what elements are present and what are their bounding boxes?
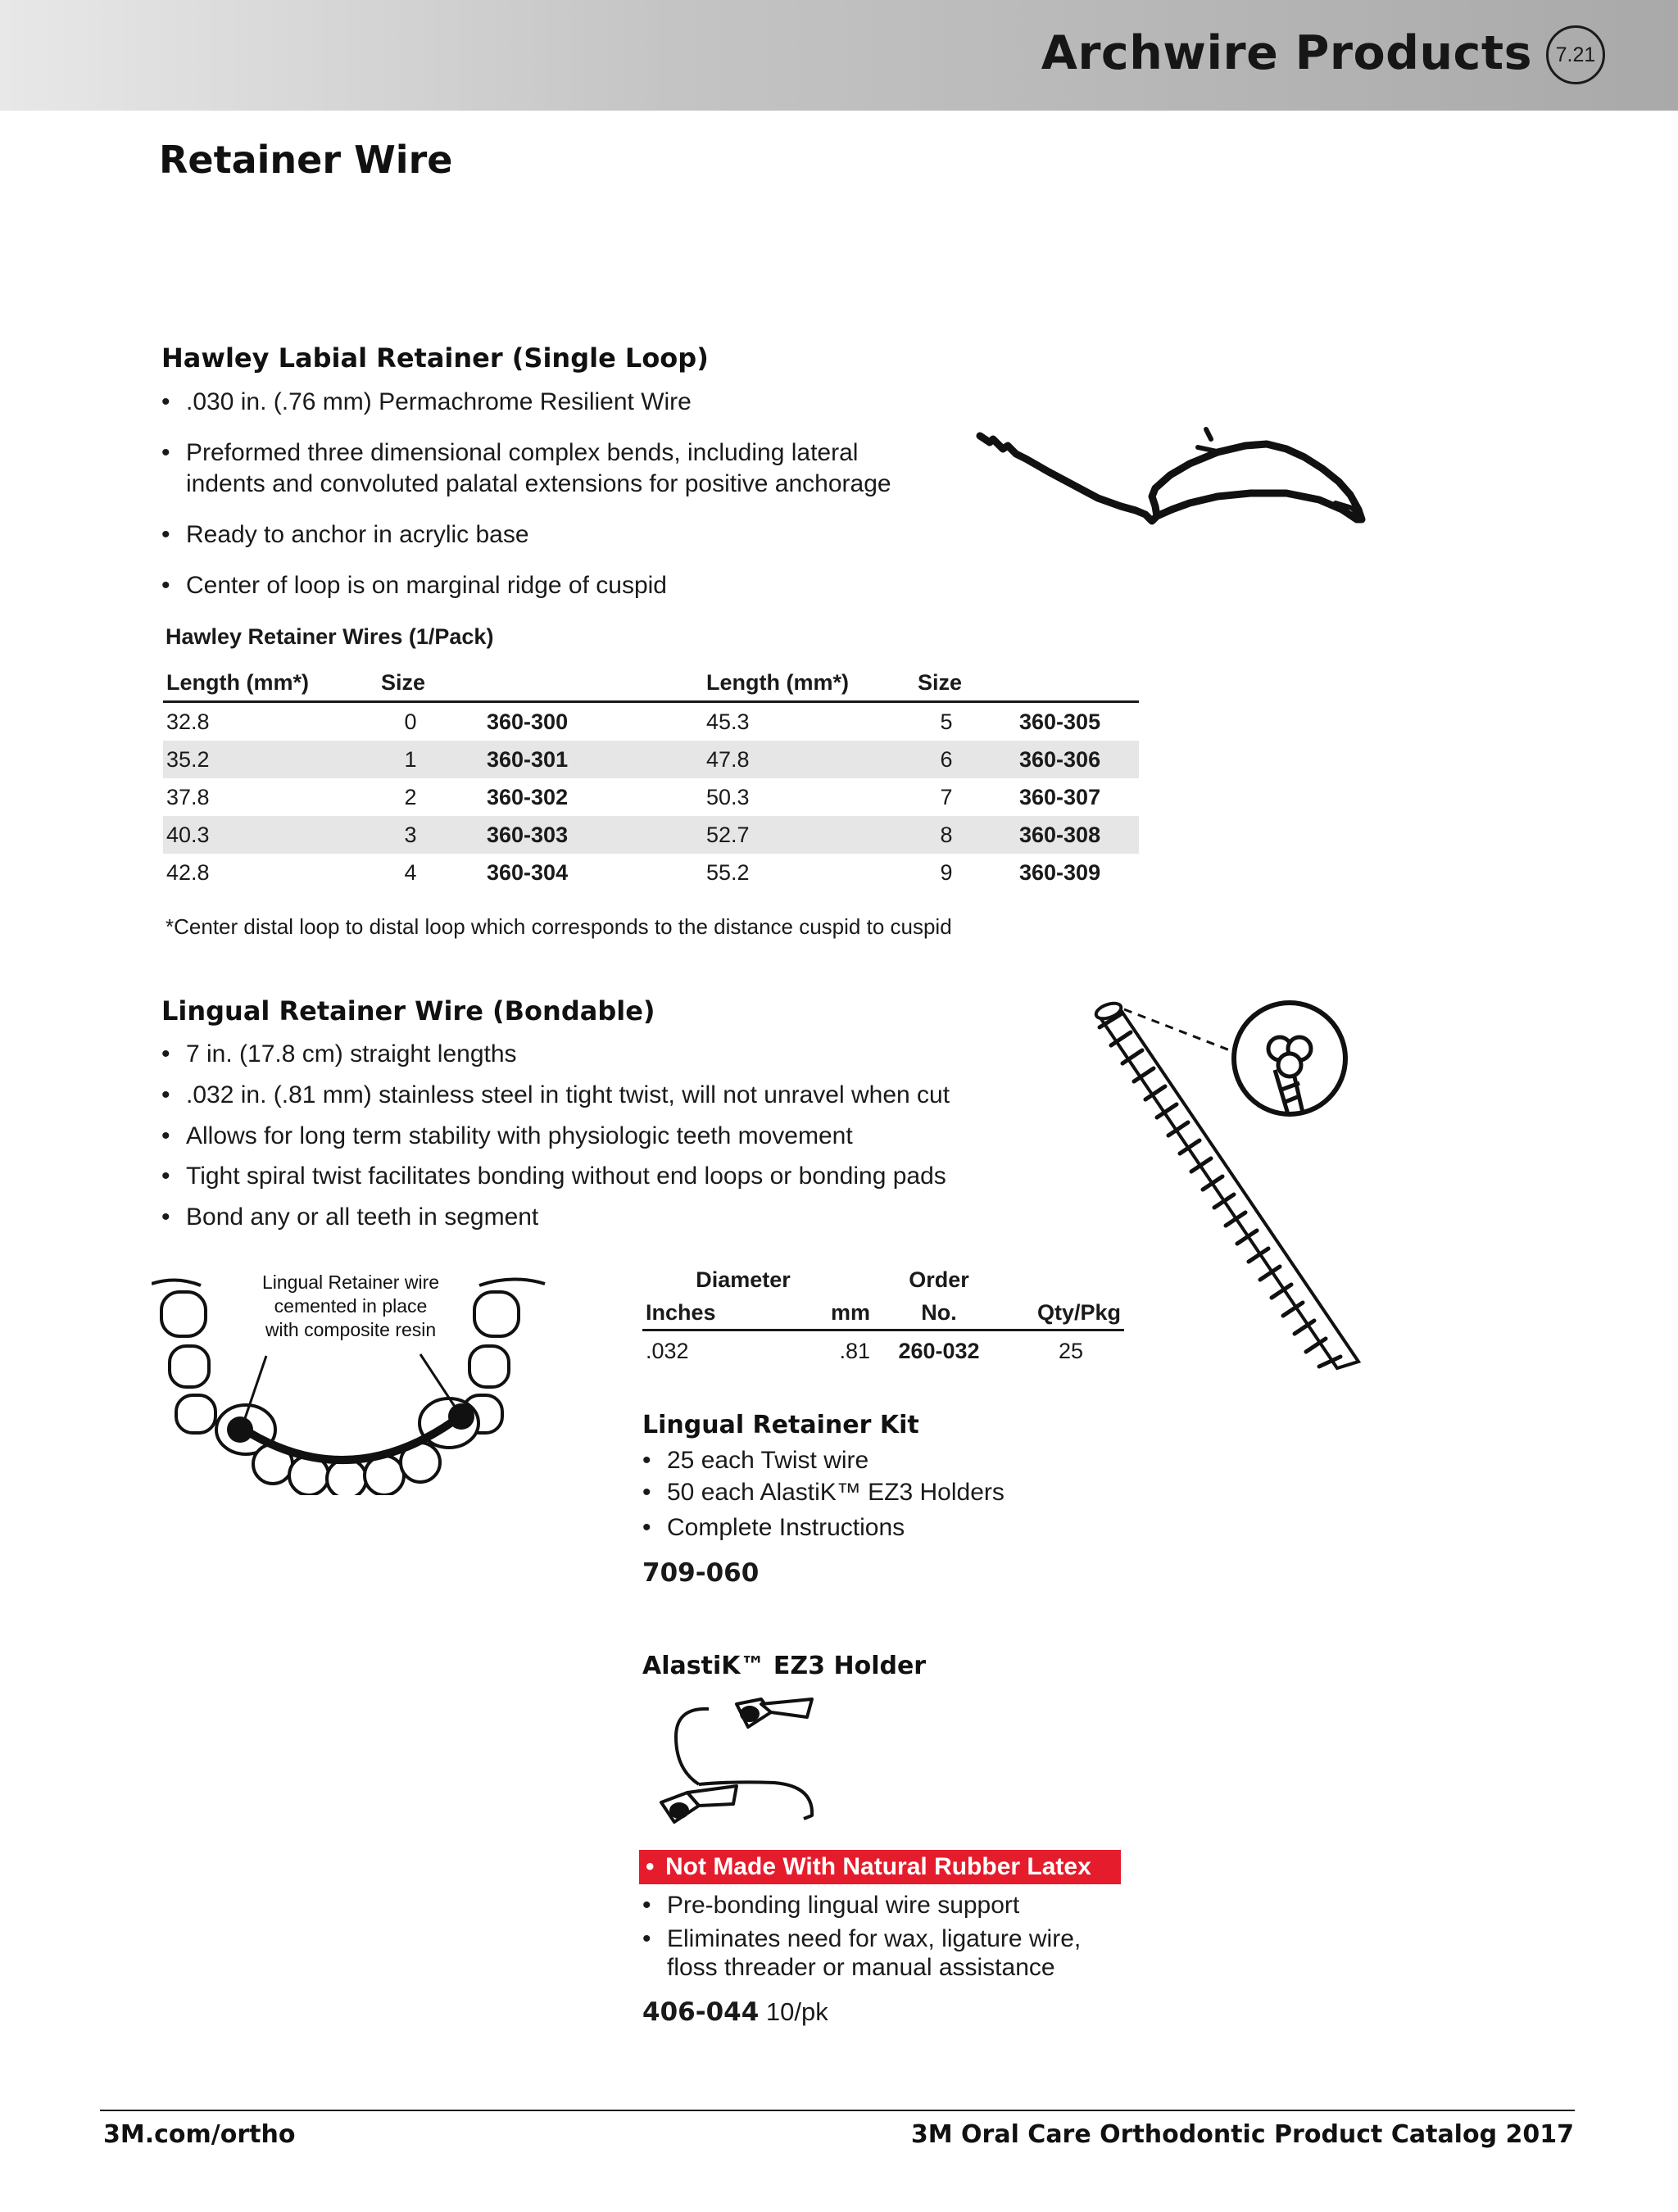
col-blank bbox=[978, 664, 1139, 702]
hawley-bullet-2-cont: indents and convoluted palatal extensions for positive anchorage bbox=[186, 470, 891, 497]
cell-size: 8 bbox=[914, 816, 978, 854]
col-inches: Inches bbox=[642, 1296, 798, 1330]
hawley-bullet-4: • Center of loop is on marginal ridge of cuspid bbox=[161, 570, 667, 601]
lingual-bullet-2: • .032 in. (.81 mm) stainless steel in tight twist, will not unravel when cut bbox=[161, 1080, 950, 1111]
cell-part-no: 360-303 bbox=[443, 816, 703, 854]
latex-bullet: • bbox=[646, 1853, 655, 1880]
hawley-table-title: Hawley Retainer Wires (1/Pack) bbox=[166, 624, 494, 649]
col-mm: mm bbox=[798, 1296, 873, 1330]
latex-free-badge bbox=[639, 1850, 1121, 1884]
cell-length: 42.8 bbox=[166, 859, 210, 885]
arch-caption-line-2: cemented in place bbox=[274, 1295, 428, 1317]
cell-size: 7 bbox=[940, 784, 953, 809]
cell-part-no: 360-306 bbox=[978, 741, 1139, 778]
dental-arch-illustration bbox=[152, 1274, 549, 1495]
hawley-bullet-3: • Ready to anchor in acrylic base bbox=[161, 519, 529, 551]
cell-part-no: 360-302 bbox=[487, 784, 569, 809]
holder-order-no: 406-044 bbox=[642, 1997, 760, 2027]
hawley-table bbox=[163, 664, 1139, 891]
hawley-bullet-1: • .030 in. (.76 mm) Permachrome Resilient Wire bbox=[161, 387, 692, 418]
arch-caption-line-3: with composite resin bbox=[265, 1319, 437, 1340]
col-qty: Qty/Pkg bbox=[1005, 1296, 1124, 1330]
footer-divider bbox=[100, 2110, 1575, 2111]
cell-size: 3 bbox=[378, 816, 443, 854]
cell-part-no: 360-301 bbox=[443, 741, 703, 778]
lingual-table bbox=[642, 1263, 1124, 1371]
cell-size: 4 bbox=[404, 859, 417, 885]
cell-order-no: 260-032 bbox=[898, 1338, 980, 1363]
table-row bbox=[163, 854, 1139, 891]
holder-order bbox=[642, 1997, 828, 2027]
lingual-bullet-1: • 7 in. (17.8 cm) straight lengths bbox=[161, 1039, 517, 1070]
holder-bullet-1: • Pre-bonding lingual wire support bbox=[642, 1890, 1019, 1921]
holder-bullet-2: • Eliminates need for wax, ligature wire, bbox=[642, 1924, 1081, 1955]
col-blank bbox=[443, 664, 703, 702]
table-row bbox=[163, 741, 1139, 778]
lingual-bullet-4: • Tight spiral twist facilitates bonding without end loops or bonding pads bbox=[161, 1161, 946, 1192]
cell-length: 35.2 bbox=[163, 741, 378, 778]
twisted-wire-illustration bbox=[1082, 991, 1376, 1376]
kit-bullet-1: • 25 each Twist wire bbox=[642, 1445, 868, 1476]
table-header-row bbox=[642, 1296, 1124, 1330]
cell-size: 9 bbox=[940, 859, 953, 885]
table-row bbox=[163, 702, 1139, 741]
col-length: Length (mm*) bbox=[163, 664, 378, 702]
lingual-bullet-3: • Allows for long term stability with physiologic teeth movement bbox=[161, 1121, 853, 1152]
kit-bullet-2: • 50 each AlastiK™ EZ3 Holders bbox=[642, 1477, 1005, 1508]
table-header-row bbox=[163, 664, 1139, 702]
col-size: Size bbox=[914, 664, 978, 702]
cell-length: 32.8 bbox=[166, 709, 210, 734]
hawley-footnote: *Center distal loop to distal loop which corresponds to the distance cuspid to cuspid bbox=[166, 914, 952, 939]
hawley-bullet-2: • Preformed three dimensional complex bends, including lateral bbox=[161, 437, 858, 469]
cell-part-no: 360-305 bbox=[1019, 709, 1101, 734]
col-no: No. bbox=[873, 1296, 1005, 1330]
cell-qty: 25 bbox=[1058, 1338, 1083, 1363]
table-row bbox=[163, 816, 1139, 854]
footer-catalog-title: 3M Oral Care Orthodontic Product Catalog 2017 bbox=[910, 2120, 1574, 2149]
cell-length: 40.3 bbox=[163, 816, 378, 854]
page-number-badge: 7.21 bbox=[1546, 25, 1605, 84]
page-title: Archwire Products bbox=[1041, 26, 1532, 80]
lingual-title: Lingual Retainer Wire (Bondable) bbox=[161, 995, 655, 1027]
ez3-holder-illustration bbox=[651, 1696, 840, 1827]
cell-length: 50.3 bbox=[706, 784, 750, 809]
cell-length: 45.3 bbox=[706, 709, 750, 734]
latex-note-text: Not Made With Natural Rubber Latex bbox=[665, 1853, 1091, 1880]
col-blank bbox=[1005, 1263, 1124, 1296]
hawley-title: Hawley Labial Retainer (Single Loop) bbox=[161, 342, 709, 374]
holder-title: AlastiK™ EZ3 Holder bbox=[642, 1652, 927, 1680]
table-header-row bbox=[642, 1263, 1124, 1296]
kit-bullet-3: • Complete Instructions bbox=[642, 1512, 905, 1543]
holder-bullet-2-cont: floss threader or manual assistance bbox=[667, 1954, 1055, 1981]
cell-size: 0 bbox=[404, 709, 417, 734]
cell-size: 5 bbox=[940, 709, 953, 734]
col-order: Order bbox=[909, 1267, 969, 1292]
kit-order-no: 709-060 bbox=[642, 1558, 760, 1588]
holder-pack: 10/pk bbox=[765, 1997, 828, 2026]
arch-caption-line-1: Lingual Retainer wire bbox=[261, 1274, 440, 1293]
col-length: Length (mm*) bbox=[703, 664, 914, 702]
col-diameter: Diameter bbox=[696, 1267, 791, 1292]
cell-size: 2 bbox=[404, 784, 417, 809]
cell-part-no: 360-304 bbox=[487, 859, 569, 885]
table-row bbox=[163, 778, 1139, 816]
cell-mm: .81 bbox=[839, 1338, 870, 1363]
footer-url[interactable]: 3M.com/ortho bbox=[103, 2120, 296, 2149]
col-size: Size bbox=[378, 664, 443, 702]
cell-length: 52.7 bbox=[703, 816, 914, 854]
cell-inches: .032 bbox=[646, 1338, 689, 1363]
cell-length: 47.8 bbox=[703, 741, 914, 778]
lingual-bullet-5: • Bond any or all teeth in segment bbox=[161, 1202, 538, 1233]
cell-part-no: 360-308 bbox=[978, 816, 1139, 854]
table-row bbox=[642, 1330, 1124, 1371]
cell-size: 1 bbox=[378, 741, 443, 778]
cell-length: 37.8 bbox=[166, 784, 210, 809]
section-title: Retainer Wire bbox=[159, 138, 453, 182]
cell-length: 55.2 bbox=[706, 859, 750, 885]
cell-size: 6 bbox=[914, 741, 978, 778]
cell-part-no: 360-309 bbox=[1019, 859, 1101, 885]
cell-part-no: 360-300 bbox=[487, 709, 569, 734]
hawley-wire-illustration bbox=[975, 418, 1368, 541]
kit-title: Lingual Retainer Kit bbox=[642, 1411, 919, 1439]
cell-part-no: 360-307 bbox=[1019, 784, 1101, 809]
